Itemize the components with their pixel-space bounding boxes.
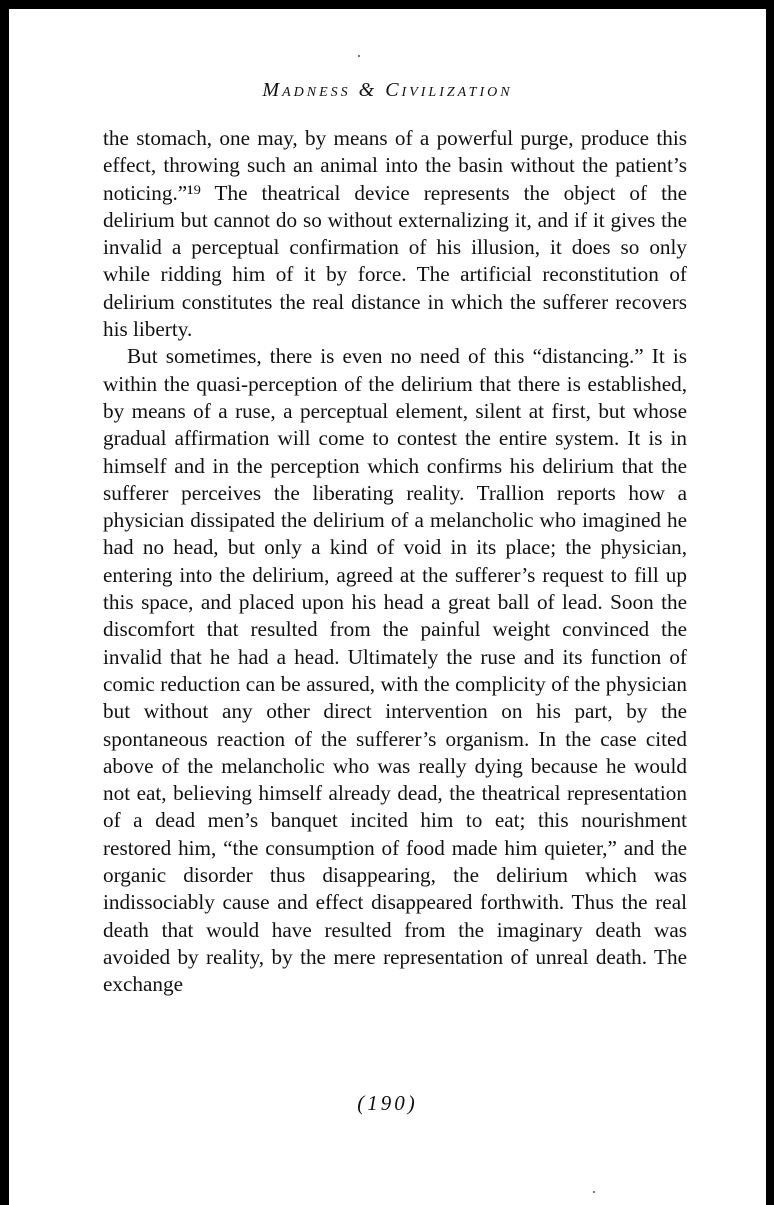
paragraph-1: the stomach, one may, by means of a powerful purge, produce this effect, throwing such an animal into the basin without the patient’s noticing.”¹⁹ The theatrical device represents the object of the delirium but cannot do so without externalizing it, and if it gives the invalid a perceptual confirmation of his illusion, it does so only while ridding him of it by force. The artificial reconstitution of delirium constitutes the real distance in which the sufferer recovers his liberty. bbox=[103, 126, 687, 342]
running-head: Madness & Civilization bbox=[262, 79, 513, 101]
page-number: (190) bbox=[357, 1091, 418, 1115]
scan-speck bbox=[593, 1191, 595, 1193]
book-page bbox=[9, 9, 766, 1205]
paragraph-2: But sometimes, there is even no need of this “distancing.” It is within the quasi-perception of the delirium that there is established, by means of a ruse, a perceptual element, silent at first, but whose gradual affirmation will come to contest the entire system. It is in himself and in the perception which confirms his delirium that the sufferer perceives the liberating reality. Trallion reports how a physician dissipated the delirium of a melancholic who imagined he had no head, but only a kind of void in its place; the physician, entering into the delirium, agreed at the sufferer’s request to fill up this space, and placed upon his head a great ball of lead. Soon the discomfort that resulted from the painful weight convinced the invalid that he had a head. Ultimately the ruse and its function of comic reduction can be assured, with the complicity of the physician but without any other direct intervention on his part, by the spontaneous reaction of the sufferer’s organism. In the case cited above of the melancholic who was really dying because he would not eat, believing himself already dead, the theatrical representation of a dead men’s banquet incited him to eat; this nourishment restored him, “the consumption of food made him quieter,” and the organic disorder thus disappearing, the delirium which was indissociably cause and effect disappeared forthwith. Thus the real death that would have resulted from the imaginary death was avoided by reality, by the mere representation of unreal death. The exchange bbox=[103, 344, 687, 997]
body-text bbox=[103, 125, 687, 999]
scan-speck bbox=[358, 55, 360, 57]
